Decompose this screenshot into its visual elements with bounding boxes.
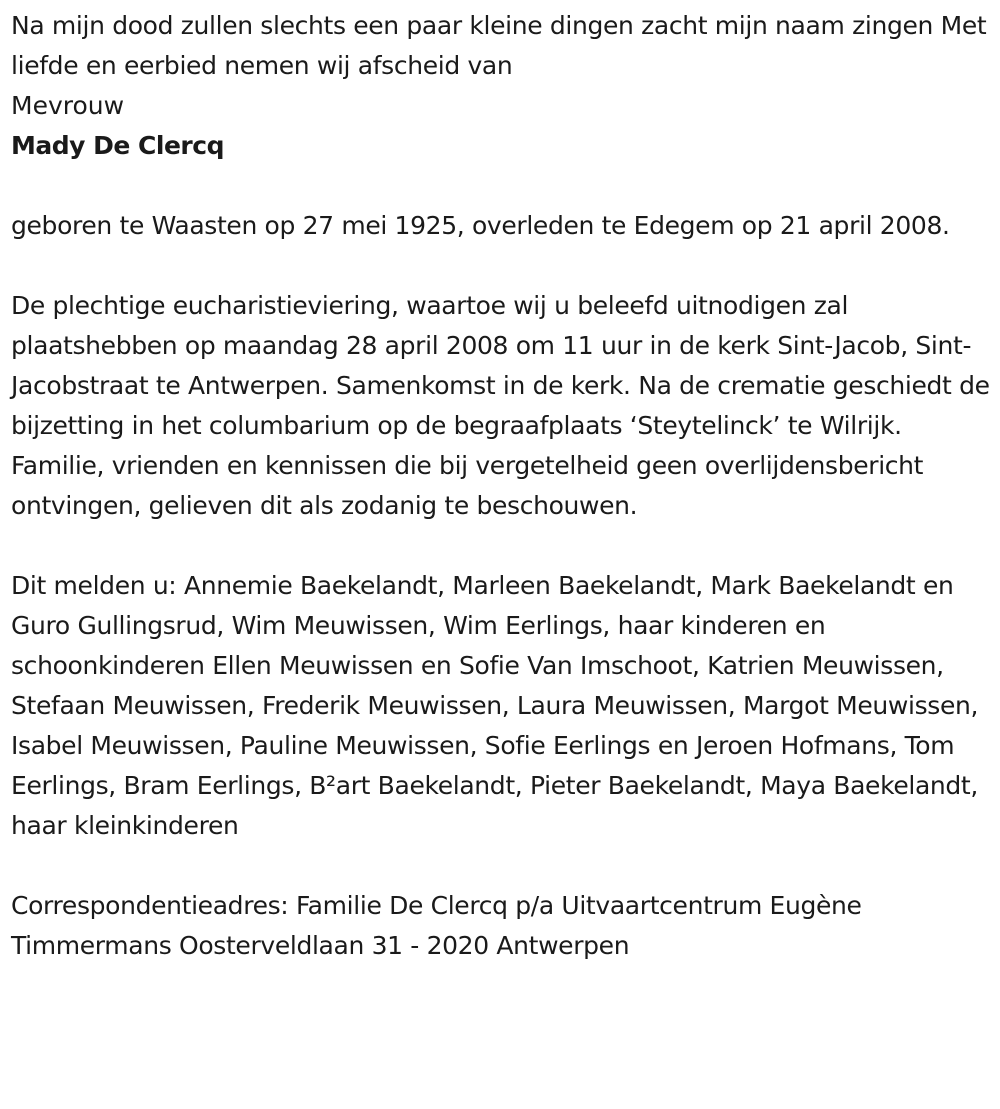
family-text: Dit melden u: Annemie Baekelandt, Marleen Baekelandt, Mark Baekelandt en Guro Gullingsrud, Wim Meuwissen, Wim Eerlings, haar kinderen en schoonkinderen Ellen Meuwissen en Sofie Van Imschoot, Katrien Meuwissen, Stefaan Meuwissen, Frederik Meuwissen, Laura Meuwissen, Margot Meuwissen, Isabel Meuwissen, Pauline Meuwissen, Sofie Eerlings en Jeroen Hofmans, Tom Eerlings, Bram Eerlings, B²art Baekelandt, Pieter Baekelandt, Maya Baekelandt, haar kleinkinderen: [11, 571, 979, 840]
intro-text: Na mijn dood zullen slechts een paar kleine dingen zacht mijn naam zingen Met liefde en eerbied nemen wij afscheid van: [11, 11, 987, 80]
ceremony-text: De plechtige eucharistieviering, waartoe wij u beleefd uitnodigen zal plaatshebben op maandag 28 april 2008 om 11 uur in de kerk Sint-Jacob, Sint-Jacobstraat te Antwerpen. Samenkomst in de kerk. Na de crematie geschiedt de bijzetting in het columbarium op de begraafplaats ‘Steytelinck’ te Wilrijk. Familie, vrienden en kennissen die bij vergetelheid geen overlijdensbericht ontvingen, gelieven dit als zodanig te beschouwen.: [11, 291, 990, 520]
honorific-title: Mevrouw: [11, 91, 125, 120]
correspondence-address: Correspondentieadres: Familie De Clercq p/a Uitvaartcentrum Eugène Timmermans Oosterveldlaan 31 - 2020 Antwerpen: [11, 891, 862, 960]
deceased-name: Mady De Clercq: [11, 131, 224, 160]
birth-death-text: geboren te Waasten op 27 mei 1925, overleden te Edegem op 21 april 2008.: [11, 211, 950, 240]
